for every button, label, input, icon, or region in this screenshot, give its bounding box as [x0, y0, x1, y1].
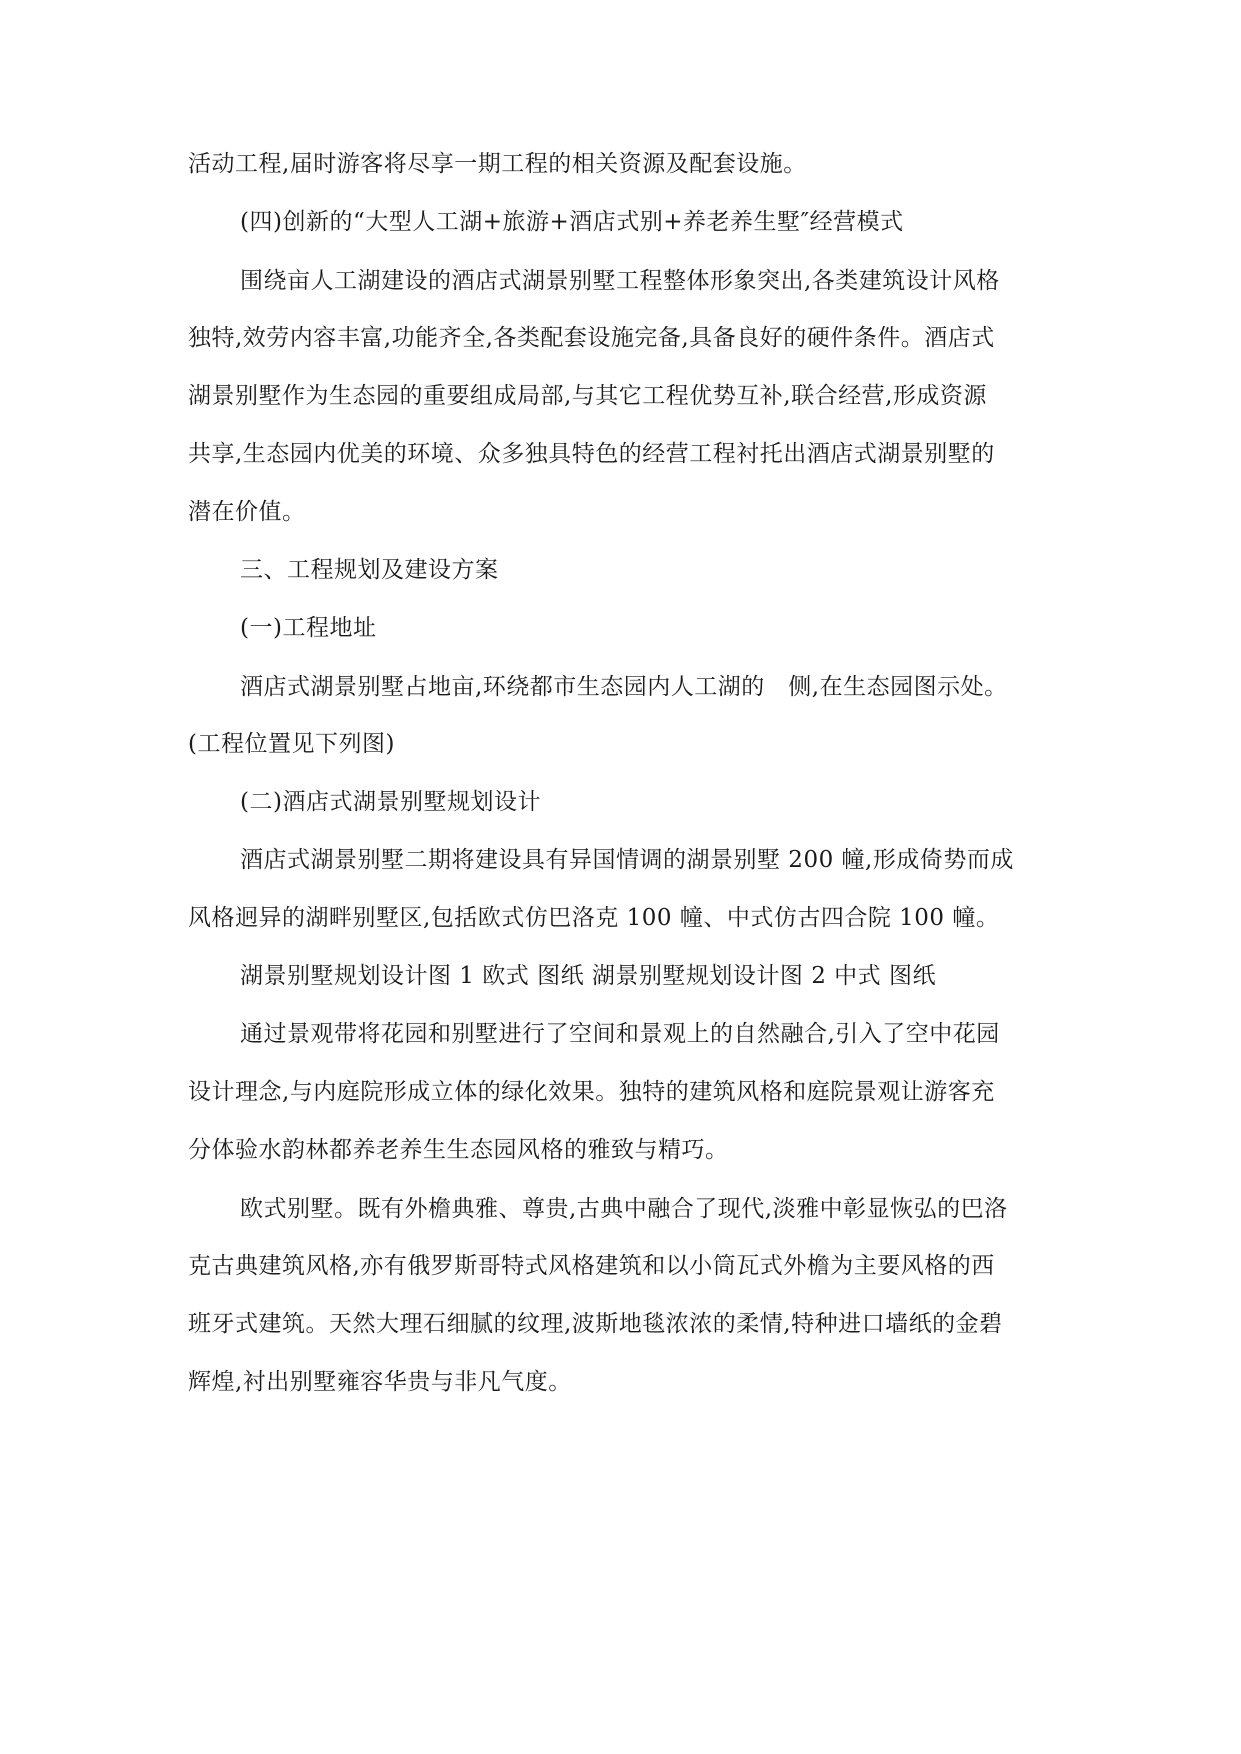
section-heading: (四)创新的“大型人工湖+旅游+酒店式别+养老养生墅″经营模式 — [240, 209, 904, 235]
paragraph-line: 围绕亩人工湖建设的酒店式湖景别墅工程整体形象突出,各类建筑设计风格 — [240, 268, 1000, 294]
paragraph-line: 欧式别墅。既有外檐典雅、尊贵,古典中融合了现代,淡雅中彰显恢弘的巴洛 — [240, 1196, 1008, 1222]
paragraph-line: 分体验水韵林都养老养生生态园风格的雅致与精巧。 — [188, 1137, 729, 1163]
paragraph-line: 设计理念,与内庭院形成立体的绿化效果。独特的建筑风格和庭院景观让游客充 — [188, 1079, 995, 1105]
paragraph-line: 辉煌,衬出别墅雍容华贵与非凡气度。 — [188, 1369, 572, 1395]
paragraph-line: 班牙式建筑。天然大理石细腻的纹理,波斯地毯浓浓的柔情,特种进口墙纸的金碧 — [188, 1311, 1003, 1337]
paragraph-line: 活动工程,届时游客将尽享一期工程的相关资源及配套设施。 — [188, 151, 807, 177]
section-heading: 三、工程规划及建设方案 — [240, 557, 499, 583]
paragraph-line: 酒店式湖景别墅占地亩,环绕都市生态园内人工湖的 侧,在生态园图示处。 — [240, 674, 1008, 700]
section-heading: (二)酒店式湖景别墅规划设计 — [240, 789, 541, 815]
paragraph-line: 风格迥异的湖畔别墅区,包括欧式仿巴洛克 100 幢、中式仿古四合院 100 幢。 — [188, 905, 1000, 931]
paragraph-line: 共享,生态园内优美的环境、众多独具特色的经营工程衬托出酒店式湖景别墅的 — [188, 441, 995, 467]
section-heading: (一)工程地址 — [240, 615, 377, 641]
paragraph-line: 克古典建筑风格,亦有俄罗斯哥特式风格建筑和以小筒瓦式外檐为主要风格的西 — [188, 1253, 995, 1279]
paragraph-line: 潜在价值。 — [188, 499, 306, 525]
paragraph-line: 独特,效劳内容丰富,功能齐全,各类配套设施完备,具备良好的硬件条件。酒店式 — [188, 325, 995, 351]
paragraph-line: 酒店式湖景别墅二期将建设具有异国情调的湖景别墅 200 幢,形成倚势而成 — [240, 847, 1014, 873]
figure-caption: 湖景别墅规划设计图 1 欧式 图纸 湖景别墅规划设计图 2 中式 图纸 — [240, 963, 936, 989]
paragraph-line: 通过景观带将花园和别墅进行了空间和景观上的自然融合,引入了空中花园 — [240, 1021, 1000, 1047]
paragraph-line: (工程位置见下列图) — [188, 731, 395, 757]
paragraph-line: 湖景别墅作为生态园的重要组成局部,与其它工程优势互补,联合经营,形成资源 — [188, 383, 987, 409]
